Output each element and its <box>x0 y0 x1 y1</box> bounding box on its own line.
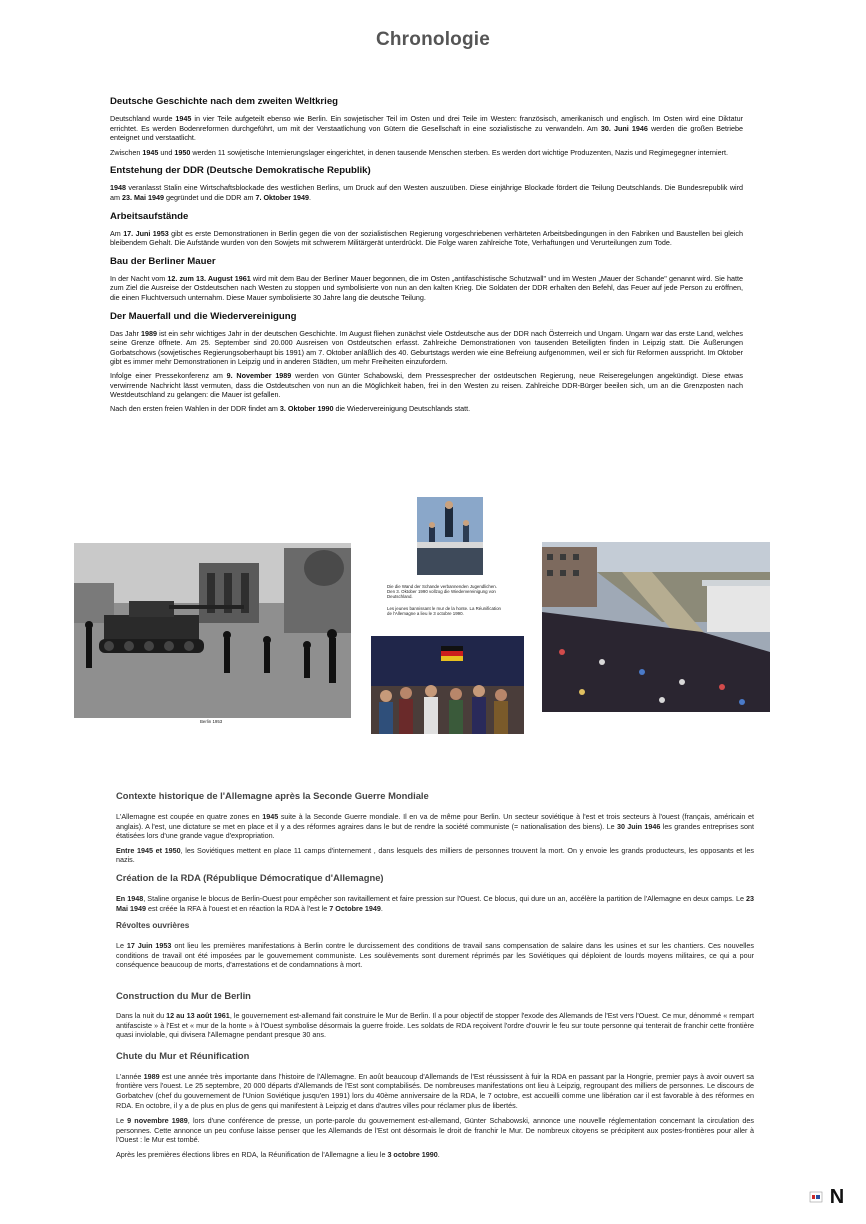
german-paragraph-ddr: 1948 veranlasst Stalin eine Wirtschaftsblockade des westlichen Berlins, um Druck auf den Westen auszuüben. Diese einjährige Blockade fördert die Teilung Deutschlands. Die Bundesrepublik wird am 23. Mai 1949 gegründet und die DDR am 7. Oktober 1949. <box>110 183 743 202</box>
german-paragraph-postwar-1: Deutschland wurde 1945 in vier Teile aufgeteilt ebenso wie Berlin. Ein sowjetischer Teil im Osten und drei Teile im Westen: französisch, amerikanisch und englisch. Im Osten wird eine Diktatur errichtet. Es werden Bodenreformen durchgeführt, um mit der Verstaatlichung von Gütern die Gesellschaft in eine sozialistische zu verwandeln. Am 30. Juni 1946 werden die großen Betriebe enteignet und verstaatlicht. <box>110 114 743 143</box>
border-crowd-illustration <box>542 542 770 712</box>
page-title: Chronologie <box>375 29 491 50</box>
tank-photo-caption: Berlin 1953 <box>200 719 223 724</box>
wall-photo-caption-french: Les jeunes bannissant le mur de la honte. La Réunification de l'Allemagne a lieu le 3 octobre 1990. <box>387 606 501 617</box>
french-paragraph-postwar-1: L'Allemagne est coupée en quatre zones en 1945 suite à la Seconde Guerre mondiale. Il en va de même pour Berlin. Un secteur soviétique à l'est et trois secteurs à l'ouest (français, américain et anglais). A l'est, une dictature se met en place et il y a des réformes agraires dans le but de rendre la société communiste (= nationalisation des biens). Le 30 Juin 1946 les grandes entreprises sont étatisées lors d'une grande vague d'expropriation. <box>116 812 755 841</box>
french-heading-rda: Création de la RDA (République Démocratique d'Allemagne) <box>116 871 384 883</box>
german-paragraph-wall: In der Nacht vom 12. zum 13. August 1961 wird mit dem Bau der Berliner Mauer begonnen, die im Osten „antifaschistische Schutzwall" und im Westen „Mauer der Schande" genannt wird. Sie hatte zum Ziel die Ausreise der Ostdeutschen nach Westen zu stoppen und symbolisierte von nun an den kalten Krieg. Die Soldaten der DDR erhalten den Befehl, das Feuer auf jede Person zu eröffnen, die einen Fluchtversuch unternahm. Diese Mauer symbolisierte 30 Jahre lang die deutsche Teilung. <box>110 273 743 302</box>
german-paragraph-postwar-2: Zwischen 1945 und 1950 werden 11 sowjetische Internierungslager eingerichtet, in denen tausende Menschen sterben. Es werden dort wichtige Produzenten, Nazis und Regimegegner interniert. <box>110 147 729 157</box>
flag-crowd-illustration <box>371 636 524 734</box>
wall-photo-caption-german: Die die Wand der Schande verbannenden Jugendlichen. Den 3. Oktober 1990 vollzog die Wiedervereinigung von Deutschland. <box>387 584 497 600</box>
german-paragraph-reunification-1: Das Jahr 1989 ist ein sehr wichtiges Jahr in der deutschen Geschichte. Im August fliehen zunächst viele Ostdeutsche aus der DDR nach Österreich und Ungarn. Ungarn war das erste Land, welches seine Grenze öffnete. Am 25. September sind 20.000 Ausreisen von Ostdeutschen erfasst. Zahlreiche Demonstrationen von tausenden Beteiligten finden in Leipzig statt. Die Äußerungen Gorbatschows (sowjetisches Regierungsoberhaupt bis 1991) am 7. Oktober anläßlich des 40. Geburtstags werden wie eine Befreiung aufgenommen, weil er sich für Reformen ausspricht. Im Oktober gibt es immer mehr Demonstrationen in Leipzig und in anderen Städten, um mehr Freiheiten einzufordern. <box>110 328 743 367</box>
german-section <box>110 96 743 413</box>
tank-scene-illustration <box>74 543 351 718</box>
french-heading-uprisings: Révoltes ouvrières <box>116 921 190 931</box>
french-paragraph-reunification-2: Le 9 novembre 1989, lors d'une conférence de presse, un porte-parole du gouvernement est-allemand, Günter Schabowski, annonce une nouvelle réglementation concernant la circulation des personnes. Cette annonce un peu confuse laisse penser que les Allemands de l'Est ont désormais le droit de franchir le Mur. De nombreux citoyens se précipitent aux postes-frontières pour aller à l'Ouest : le Mur est tombé. <box>116 1116 754 1145</box>
region-logo-icon <box>826 1186 848 1208</box>
french-heading-postwar: Contexte historique de l'Allemagne après la Seconde Guerre Mondiale <box>116 790 429 801</box>
german-heading-ddr: Entstehung der DDR (Deutsche Demokratische Republik) <box>110 165 371 177</box>
french-heading-reunification: Chute du Mur et Réunification <box>116 1049 250 1061</box>
german-heading-postwar: Deutsche Geschichte nach dem zweiten Weltkrieg <box>110 96 339 107</box>
wall-top-illustration <box>417 497 483 575</box>
wall-crowd-photo <box>417 497 483 575</box>
german-paragraph-uprisings: Am 17. Juni 1953 gibt es erste Demonstrationen in Berlin gegen die von der sozialistischen Regierung vorgeschriebenen verhärteten Arbeitsbedingungen in den Fabriken und Baustellen bei gleich bleibendem Gehalt. Die Aufstände wurden von den Sowjets mit schwerem Militärgerät unterdrückt. Die Folge waren zahlreiche Tote, Verhaftungen und Verurteilungen zum Tode. <box>110 228 744 248</box>
tank-1953-photo <box>74 543 351 718</box>
french-section <box>116 790 754 1159</box>
german-heading-reunification: Der Mauerfall und die Wiedervereinigung <box>110 310 297 322</box>
german-paragraph-reunification-2: Infolge einer Pressekonferenz am 9. November 1989 werden von Günter Schabowski, dem Pressesprecher der ostdeutschen Regierung, neue Reiseregelungen angekündigt. Diese etwas verwirrende Nachricht lässt vermuten, dass die Ostdeutschen von nun an die Möglichkeit haben, frei in den Westen zu reisen. Zahlreiche DDR-Bürger beeilen sich, um an die Grenzposten nach Westdeutschland zu gelangen: die Mauer ist gefallen. <box>110 370 743 400</box>
german-heading-wall: Bau der Berliner Mauer <box>110 255 216 267</box>
school-logo-icon <box>809 1190 823 1204</box>
french-heading-wall: Construction du Mur de Berlin <box>116 989 251 1001</box>
region-logo-letter: N <box>829 1186 845 1208</box>
border-crowd-photo <box>542 542 770 712</box>
french-paragraph-wall: Dans la nuit du 12 au 13 août 1961, le gouvernement est-allemand fait construire le Mur de Berlin. Il a pour objectif de stopper l'exode des Allemands de l'Est vers l'Ouest. Ce mur, dénommé « rempart antifasciste » à l'Est et « mur de la honte » à l'Ouest symbolise désormais la guerre froide. Les soldats de RDA reçoivent l'ordre d'ouvrir le feu sur toute personne qui tenterait de franchir cette frontière quasi inviolable, qui divisera l'Allemagne pendant presque 30 ans. <box>116 1010 754 1040</box>
french-paragraph-postwar-2: Entre 1945 et 1950, les Soviétiques mettent en place 11 camps d'internement , dans lesquels des milliers de personnes trouvent la mort. On y envoie les grands producteurs, les opposants et les nazis. <box>116 845 754 865</box>
german-heading-uprisings: Arbeitsaufstände <box>110 210 189 222</box>
german-paragraph-reunification-3: Nach den ersten freien Wahlen in der DDR findet am 3. Oktober 1990 die Wiedervereinigung Deutschlands statt. <box>110 403 471 413</box>
french-paragraph-uprisings: Le 17 Juin 1953 ont lieu les premières manifestations à Berlin contre le durcissement des conditions de travail sans compensation de salaire dans les usines et sur les chantiers. Ces nouvelles conditions de travail ont été imposées par le gouvernement communiste. Les soulèvements sont durement réprimés par les Soviétiques qui déploient de lourds moyens militaires, ce qui a pour conséquence beaucoup de morts, d'arrestations et de condamnations à mort. <box>116 941 754 970</box>
french-paragraph-rda: En 1948, Staline organise le blocus de Berlin-Ouest pour empêcher son ravitaillement et faire pression sur l'Ouest. Ce blocus, qui dure un an, accélère la partition de l'Allemagne en deux camps. Le 23 Mai 1949 est créée la RFA à l'ouest et en réaction la RDA à l'est le 7 Octobre 1949. <box>116 893 755 913</box>
french-paragraph-reunification-3: Après les premières élections libres en RDA, la Réunification de l'Allemagne a lieu le 3 octobre 1990. <box>116 1149 440 1159</box>
french-paragraph-reunification-1: L'année 1989 est une année très importante dans l'histoire de l'Allemagne. En août beaucoup d'Allemands de l'Est réussissent à fuir la RDA en passant par la Hongrie, premier pays à avoir ouvert sa frontière vers l'ouest. Le 25 septembre, 20 000 départs d'Allemands de l'Est sont comptabilisés. De nombreuses manifestations ont lieu à Leipzig, regroupant des milliers de personnes. Le discours de Gorbatchev (chef du gouvernement de l'Union Soviétique jusqu'en 1991) lors du 40ème anniversaire de la RDA, le 7 octobre, est accueilli comme une libération car il est favorable à des réformes en RDA. En octobre, il y a de plus en plus de gens qui manifestent à Leipzig et dans d'autres villes pour réclamer plus de libertés. <box>116 1071 755 1110</box>
flag-crowd-photo <box>371 636 524 734</box>
